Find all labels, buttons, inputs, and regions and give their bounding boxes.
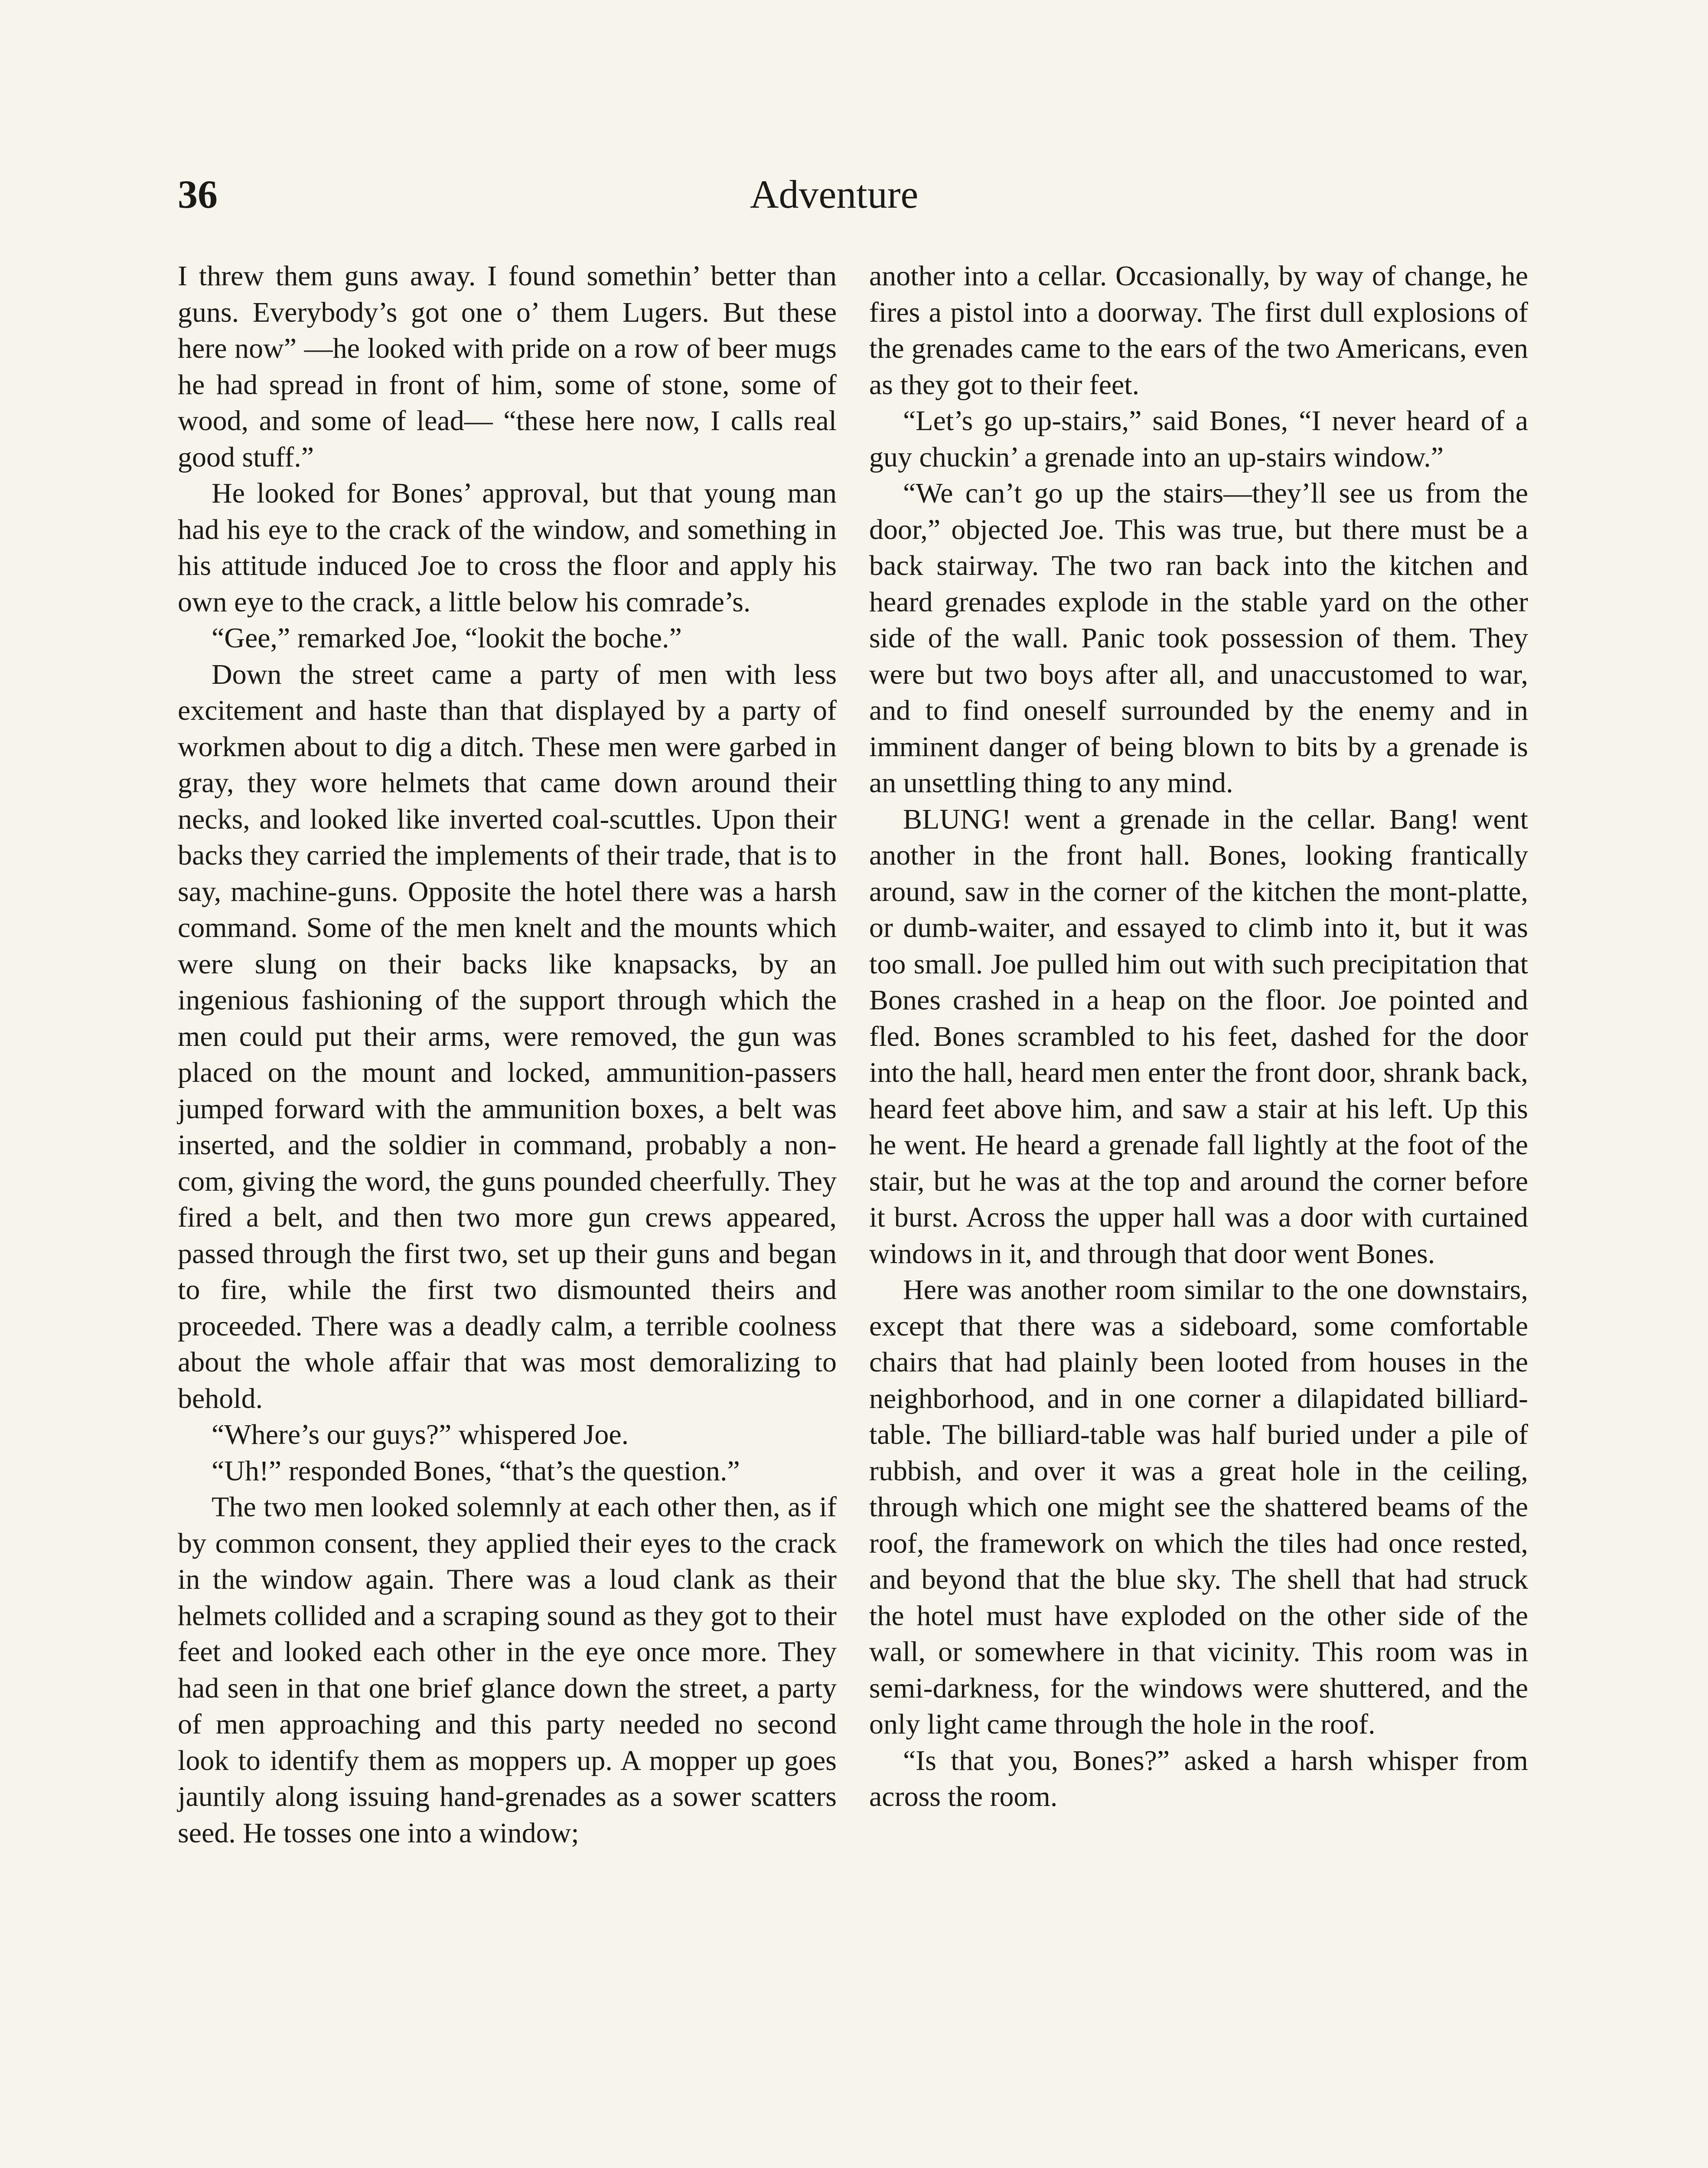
paragraph: Here was another room similar to the one downstairs, except that there was a sideboard, some comfortable chairs that had plainly been looted from houses in the neighborhood, and in one corner a dilapidated billiard-table. The billiard-table was half buried under a pile of rubbish, and over it was a great hole in the ceiling, through which one might see the shattered beams of the roof, the framework on which the tiles had once rested, and beyond that the blue sky. The shell that had struck the hotel must have exploded on the other side of the wall, or somewhere in that vicinity. This room was in semi-darkness, for the windows were shuttered, and the only light came through the hole in the roof.: [869, 1274, 1528, 1740]
paragraph: The two men looked solemnly at each other then, as if by common consent, they applied their eyes to the crack in the window again. There was a loud clank as their helmets collided and a scraping sound as they got to their feet and looked each other in the eye once more. They had seen in that one brief glance down the street, a party of men approaching and this party needed no second look to identify them as moppers up. A mopper up goes jauntily along issuing hand-grenades as a sower scatters seed. He tosses one into a window;: [178, 1491, 837, 1849]
page-number: 36: [178, 172, 218, 216]
paragraph: “Where’s our guys?” whispered Joe.: [212, 1419, 629, 1450]
running-head-title: Adventure: [750, 172, 919, 216]
paragraph: BLUNG! went a grenade in the cellar. Bang! went another in the front hall. Bones, looking frantically around, saw in the corner of the kitchen the mont-platte, or dumb-waiter, and essayed to climb into it, but it was too small. Joe pulled him out with such precipitation that Bones crashed in a heap on the floor. Joe pointed and fled. Bones scrambled to his feet, dashed for the door into the hall, heard men enter the front door, shrank back, heard feet above him, and saw a stair at his left. Up this he went. He heard a grenade fall lightly at the foot of the stair, but he was at the top and around the corner before it burst. Across the upper hall was a door with curtained windows in it, and through that door went Bones.: [869, 803, 1528, 1270]
paragraph: “Let’s go up-stairs,” said Bones, “I never heard of a guy chuckin’ a grenade into an up-stairs window.”: [869, 405, 1528, 473]
paragraph: “We can’t go up the stairs—they’ll see us from the door,” objected Joe. This was true, but there must be a back stairway. The two ran back into the kitchen and heard grenades explode in the stable yard on the other side of the wall. Panic took possession of them. They were but two boys after all, and unaccustomed to war, and to find oneself surrounded by the enemy and in imminent danger of being blown to bits by a grenade is an unsettling thing to any mind.: [869, 477, 1528, 799]
paragraph: “Is that you, Bones?” asked a harsh whisper from across the room.: [869, 1744, 1528, 1812]
paragraph: another into a cellar. Occasionally, by way of change, he fires a pistol into a doorway. The first dull explosions of the grenades came to the ears of the two Americans, even as they got to their feet.: [869, 260, 1528, 401]
right-column: [869, 258, 1528, 1815]
paragraph: Down the street came a party of men with less excitement and haste than that displayed by a party of workmen about to dig a ditch. These men were garbed in gray, they wore helmets that came down around their necks, and looked like inverted coal-scuttles. Upon their backs they carried the implements of their trade, that is to say, machine-guns. Opposite the hotel there was a harsh command. Some of the men knelt and the mounts which were slung on their backs like knapsacks, by an ingenious fashioning of the support through which the men could put their arms, were removed, the gun was placed on the mount and locked, ammunition-passers jumped forward with the ammunition boxes, a belt was inserted, and the soldier in command, probably a non-com, giving the word, the guns pounded cheerfully. They fired a belt, and then two more gun crews appeared, passed through the first two, set up their guns and began to fire, while the first two dismounted theirs and proceeded. There was a deadly calm, a terrible coolness about the whole affair that was most demoralizing to behold.: [178, 658, 837, 1414]
paragraph: “Uh!” responded Bones, “that’s the question.”: [212, 1455, 740, 1487]
paragraph: I threw them guns away. I found somethin’ better than guns. Everybody’s got one o’ them Lugers. But these here now” —he looked with pride on a row of beer mugs he had spread in front of him, some of stone, some of wood, and some of lead— “these here now, I calls real good stuff.”: [178, 260, 837, 473]
paragraph: “Gee,” remarked Joe, “lookit the boche.”: [212, 622, 682, 654]
paragraph: He looked for Bones’ approval, but that young man had his eye to the crack of the window, and something in his attitude induced Joe to cross the floor and apply his own eye to the crack, a little below his comrade’s.: [178, 477, 837, 618]
left-column: [178, 258, 837, 1851]
